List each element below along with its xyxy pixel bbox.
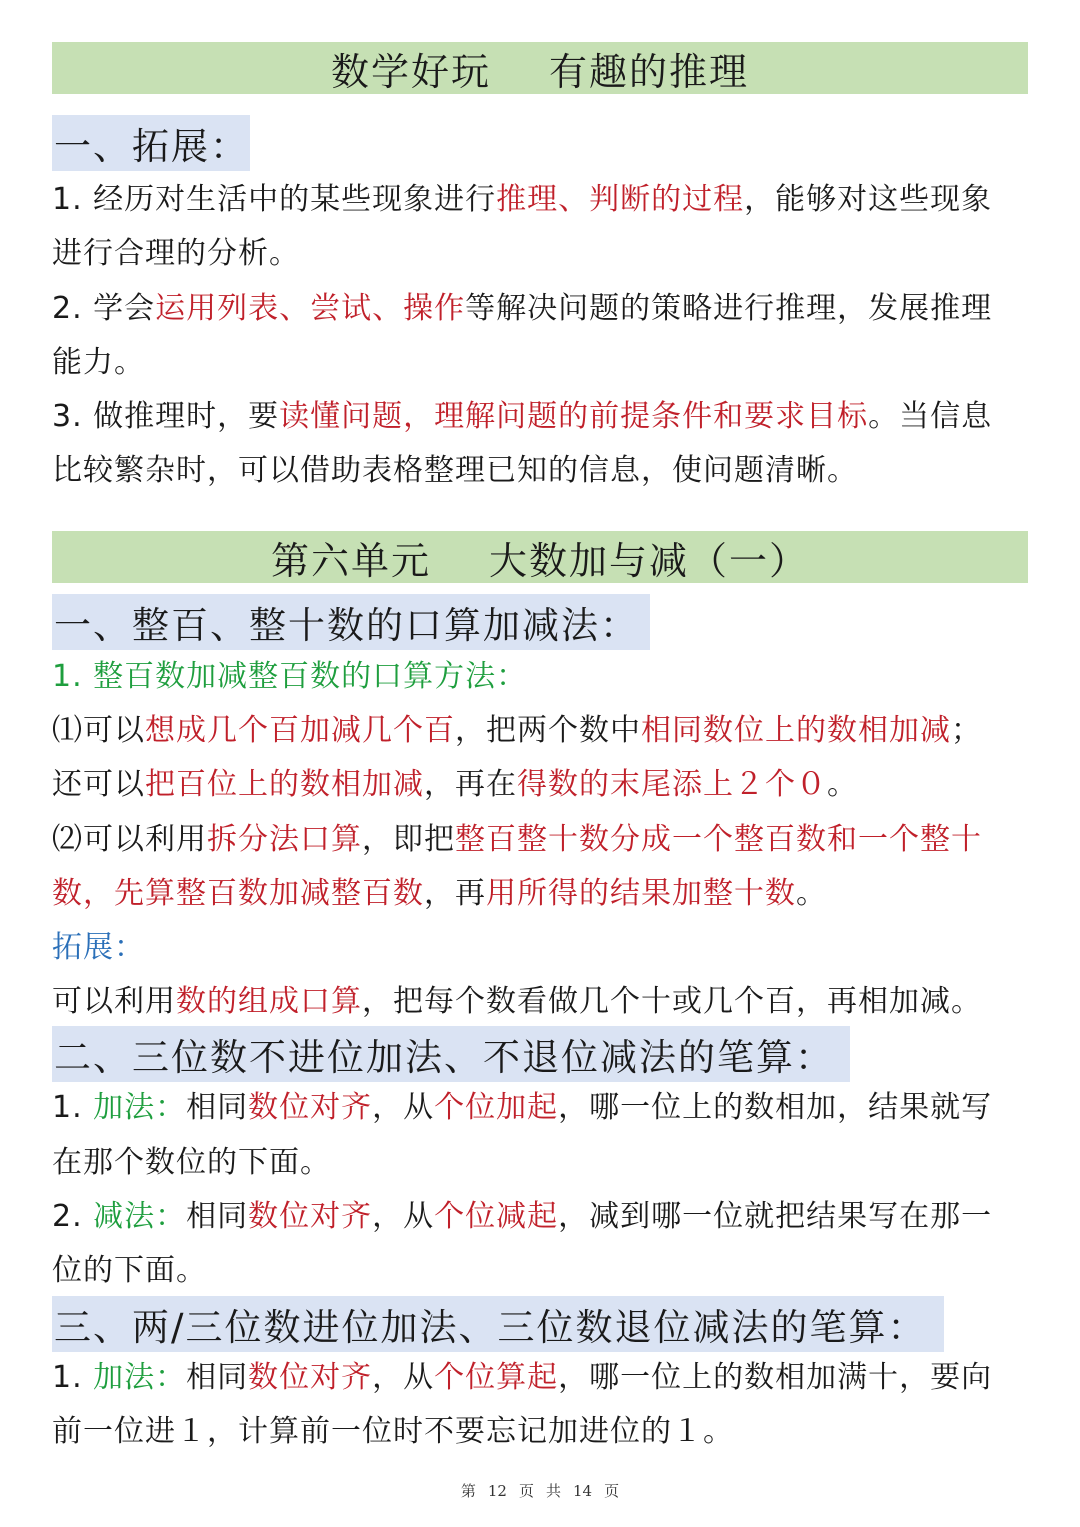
highlight-red: 数的组成口算 bbox=[176, 984, 362, 1019]
text-run: 。 bbox=[796, 876, 827, 911]
paragraph-line bbox=[52, 397, 1042, 437]
section-heading-text: 二、三位数不进位加法、不退位减法的笔算： bbox=[54, 1036, 834, 1079]
text-run: ⑵可以利用 bbox=[52, 822, 207, 857]
paragraph-line bbox=[52, 289, 1042, 329]
text-run: 等解决问题的策略进行推理，发展推理 bbox=[465, 291, 993, 326]
text-run: ，把每个数看做几个十或几个百，再相加减。 bbox=[362, 984, 982, 1019]
text-run: 可以利用 bbox=[52, 984, 176, 1019]
text-run: ，从 bbox=[372, 1199, 435, 1234]
paragraph-line bbox=[52, 1143, 1042, 1183]
paragraph-line bbox=[52, 1251, 1042, 1291]
section-heading-expand bbox=[52, 115, 250, 171]
highlight-red: 数位对齐 bbox=[248, 1090, 373, 1125]
text-run: 相同 bbox=[186, 1199, 249, 1234]
text-run: ，减到哪一位就把结果写在那一 bbox=[558, 1199, 993, 1234]
highlight-red: 运用列表、尝试、操作 bbox=[155, 291, 466, 326]
text-run: ，哪一位上的数相加，结果就写 bbox=[558, 1090, 993, 1125]
text-run: 进行合理的分析。 bbox=[52, 236, 300, 271]
highlight-red: 读懂问题，理解问题的前提条件和要求目标 bbox=[279, 399, 869, 434]
text-run: ； bbox=[951, 713, 982, 748]
text-run: 在那个数位的下面。 bbox=[52, 1145, 331, 1180]
paragraph-line bbox=[52, 234, 1042, 274]
paragraph-line bbox=[52, 982, 1042, 1022]
text-run: 。 bbox=[827, 767, 858, 802]
text-run: 1. 经历对生活中的某些现象进行 bbox=[52, 182, 497, 217]
paragraph-line bbox=[52, 820, 1042, 860]
highlight-red: 数，先算整百数加减整百数 bbox=[52, 876, 424, 911]
highlight-red: 得数的末尾添上２个０ bbox=[517, 767, 827, 802]
page-number: 12 bbox=[487, 1482, 507, 1500]
highlight-red: 用所得的结果加整十数 bbox=[486, 876, 796, 911]
text-run: 3. 做推理时，要 bbox=[52, 399, 280, 434]
text-run: 相同 bbox=[186, 1090, 249, 1125]
footer-text: 页 bbox=[604, 1482, 620, 1500]
text-run: 比较繁杂时，可以借助表格整理已知的信息，使问题清晰。 bbox=[52, 453, 858, 488]
paragraph-line bbox=[52, 180, 1042, 220]
highlight-red: 个位算起 bbox=[434, 1360, 559, 1395]
unit-right: 大数加与减（一） bbox=[489, 538, 810, 583]
text-run: 能力。 bbox=[52, 345, 145, 380]
paragraph-line bbox=[52, 711, 1042, 751]
paragraph-line bbox=[52, 1358, 1042, 1398]
section-heading-text: 一、拓展： bbox=[54, 125, 249, 168]
text-run: 还可以 bbox=[52, 767, 145, 802]
page-footer bbox=[0, 1480, 1080, 1501]
text-run: 拓展： bbox=[52, 930, 145, 965]
section-heading-written-no-carry bbox=[52, 1026, 850, 1082]
text-run: 位的下面。 bbox=[52, 1253, 207, 1288]
paragraph-line bbox=[52, 451, 1042, 491]
subheading bbox=[52, 657, 1042, 697]
text-run: 。当信息 bbox=[868, 399, 993, 434]
footer-text: 共 bbox=[546, 1482, 562, 1500]
highlight-red: 把百位上的数相加减 bbox=[145, 767, 424, 802]
section-heading-text: 三、两/三位数进位加法、三位数退位减法的笔算： bbox=[54, 1306, 927, 1349]
paragraph-line bbox=[52, 874, 1042, 914]
paragraph-line bbox=[52, 1197, 1042, 1237]
text-run: ，把两个数中 bbox=[455, 713, 641, 748]
highlight-red: 整百整十数分成一个整百数和一个整十 bbox=[455, 822, 982, 857]
title-left: 数学好玩 bbox=[330, 49, 491, 94]
highlight-red: 数位对齐 bbox=[248, 1360, 373, 1395]
highlight-red: 推理、判断的过程 bbox=[496, 182, 745, 217]
paragraph-line bbox=[52, 1088, 1042, 1128]
title-banner bbox=[52, 42, 1028, 94]
highlight-green: 减法： bbox=[93, 1199, 187, 1234]
text-run: 1. bbox=[52, 1360, 94, 1395]
text-run: 相同 bbox=[186, 1360, 249, 1395]
text-run: 1. bbox=[52, 1090, 94, 1125]
text-run: 前一位进１，计算前一位时不要忘记加进位的１。 bbox=[52, 1414, 734, 1449]
page-total: 14 bbox=[573, 1482, 593, 1500]
text-run: ，再在 bbox=[424, 767, 517, 802]
paragraph-line bbox=[52, 765, 1042, 805]
highlight-red: 个位加起 bbox=[434, 1090, 559, 1125]
highlight-red: 个位减起 bbox=[434, 1199, 559, 1234]
text-run: ，从 bbox=[372, 1360, 435, 1395]
highlight-red: 数位对齐 bbox=[248, 1199, 373, 1234]
text-run: ，再 bbox=[424, 876, 486, 911]
text-run: 1. 整百数加减整百数的口算方法： bbox=[52, 659, 528, 694]
highlight-green: 加法： bbox=[93, 1090, 187, 1125]
text-run: ，能够对这些现象 bbox=[744, 182, 993, 217]
section-heading-written-carry bbox=[52, 1296, 944, 1352]
text-run: ⑴可以 bbox=[52, 713, 145, 748]
text-run: ，即把 bbox=[362, 822, 455, 857]
highlight-red: 相同数位上的数相加减 bbox=[641, 713, 951, 748]
highlight-red: 想成几个百加减几个百 bbox=[145, 713, 455, 748]
text-run: ，从 bbox=[372, 1090, 435, 1125]
section-heading-mental-math bbox=[52, 594, 650, 650]
unit-banner bbox=[52, 531, 1028, 583]
text-run: 2. 学会 bbox=[52, 291, 156, 326]
paragraph-line bbox=[52, 343, 1042, 383]
footer-text: 第 bbox=[460, 1482, 476, 1500]
text-run: ，哪一位上的数相加满十，要向 bbox=[558, 1360, 993, 1395]
paragraph-line bbox=[52, 1412, 1042, 1452]
highlight-red: 拆分法口算 bbox=[207, 822, 362, 857]
extension-label bbox=[52, 928, 1042, 968]
text-run: 2. bbox=[52, 1199, 94, 1234]
unit-left: 第六单元 bbox=[270, 538, 431, 583]
highlight-green: 加法： bbox=[93, 1360, 187, 1395]
section-heading-text: 一、整百、整十数的口算加减法： bbox=[54, 604, 639, 647]
footer-text: 页 bbox=[518, 1482, 534, 1500]
title-right: 有趣的推理 bbox=[549, 49, 750, 94]
